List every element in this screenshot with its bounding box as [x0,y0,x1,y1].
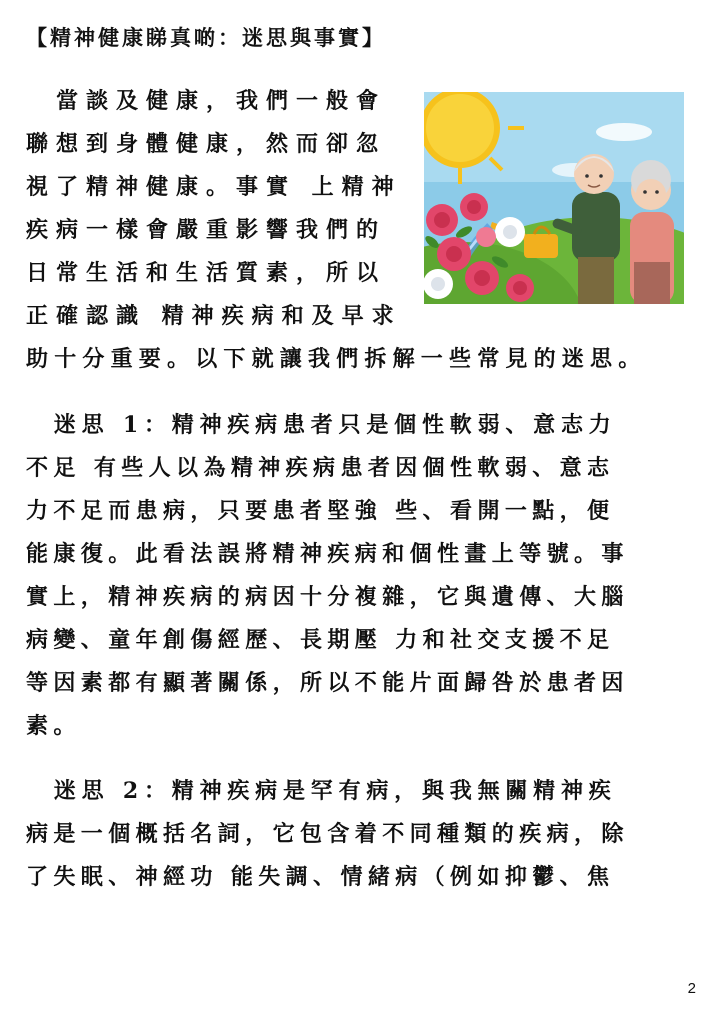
intro-line: 當談及健康，我們一般會 [26,88,387,114]
intro-line: 助十分重要。以下就讓我們拆解一些常見的迷思。 [26,346,647,372]
elderly-couple-garden-illustration [424,92,684,304]
intro-line: 正確認識 精神疾病和及早求 [26,303,402,329]
myth1-line: 迷思 1：精神疾病患者只是個性軟弱、意志力 [26,412,617,438]
intro-line: 聯想到身體健康，然而卻忽 [26,131,387,157]
myth1-line: 素。 [26,713,81,739]
myth1-line: 力不足而患病，只要患者堅強 些、看開一點，便 [26,498,615,524]
myth1-line: 不足 有些人以為精神疾病患者因個性軟弱、意志 [26,455,615,481]
myth2-line: 了失眠、神經功 能失調、情緒病（例如抑鬱、焦 [26,864,615,890]
intro-line: 疾病一樣會嚴重影響我們的 [26,217,387,243]
myth1-line: 能康復。此看法誤將精神疾病和個性畫上等號。事 [26,541,629,567]
page-title: 【精神健康睇真啲：迷思與事實】 [26,25,386,50]
myth2-line: 病是一個概括名詞，它包含着不同種類的疾病，除 [26,821,629,847]
myth2-line: 迷思 2：精神疾病是罕有病，與我無關精神疾 [26,778,617,804]
intro-line: 視了精神健康。事實 上精神 [26,174,402,200]
myth1-line: 病變、童年創傷經歷、長期壓 力和社交支援不足 [26,627,615,653]
page-number: 2 [687,980,696,997]
myth1-line: 等因素都有顯著關係，所以不能片面歸咎於患者因 [26,670,629,696]
intro-line: 日常生活和生活質素，所以 [26,260,387,286]
myth1-line: 實上，精神疾病的病因十分複雜，它與遺傳、大腦 [26,584,629,610]
